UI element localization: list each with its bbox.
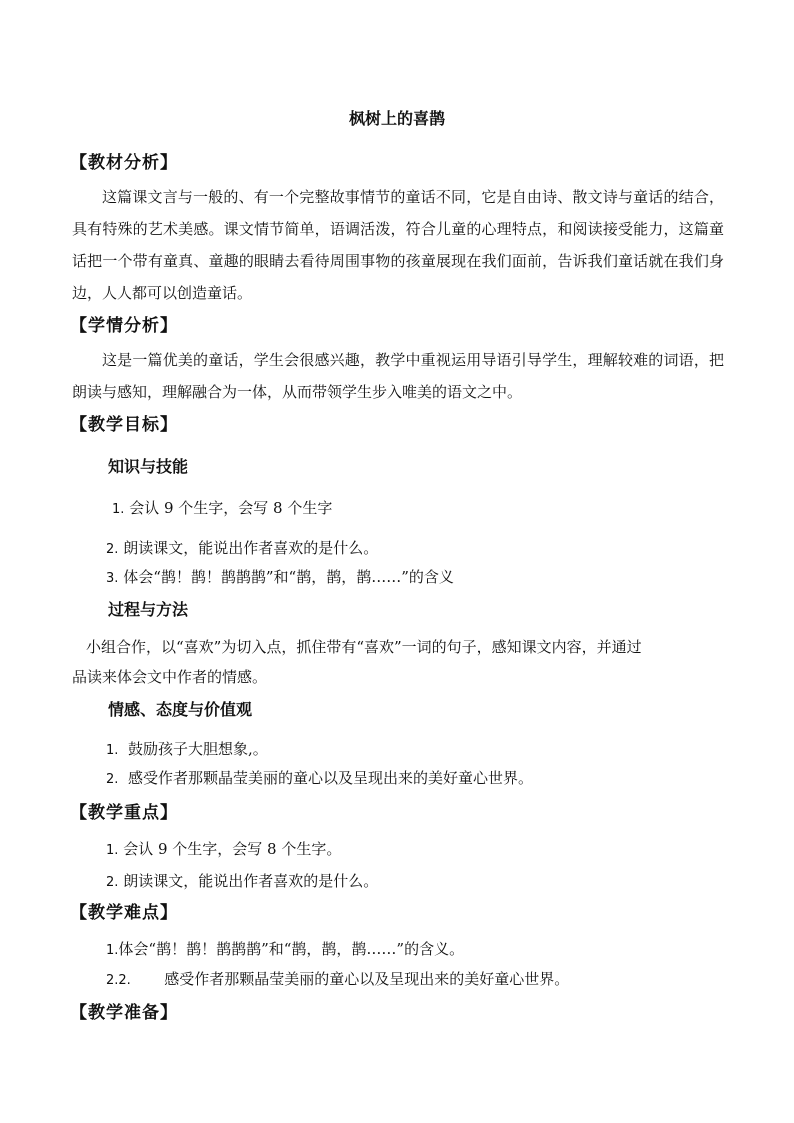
list-item-number: 2.2. bbox=[106, 973, 131, 988]
list-item bbox=[106, 537, 378, 558]
heading-key-points: 【教学重点】 bbox=[70, 803, 178, 823]
list-item bbox=[106, 838, 341, 859]
list-item-text: 会认 9 个生字，会写 8 个生字 bbox=[129, 499, 333, 517]
list-item bbox=[106, 870, 378, 891]
document-title: 枫树上的喜鹊 bbox=[348, 109, 445, 128]
subheading-process-methods: 过程与方法 bbox=[108, 600, 189, 619]
heading-student-analysis: 【学情分析】 bbox=[70, 316, 178, 336]
heading-teaching-goals: 【教学目标】 bbox=[70, 415, 178, 435]
list-item bbox=[106, 738, 268, 759]
list-item-number: 1. bbox=[106, 743, 119, 758]
process-text-line: 小组合作，以“喜欢”为切入点，抓住带有“喜欢”一词的句子，感知课文内容，并通过 bbox=[86, 638, 642, 656]
list-item-number: 2. bbox=[106, 542, 119, 557]
list-item-text: 朗读课文，能说出作者喜欢的是什么。 bbox=[123, 539, 379, 557]
list-item-number: 3. bbox=[106, 571, 119, 586]
list-item bbox=[106, 938, 464, 959]
subheading-emotion-values: 情感、态度与价值观 bbox=[108, 700, 253, 719]
list-item-number: 1. bbox=[106, 843, 119, 858]
subheading-knowledge-skills: 知识与技能 bbox=[108, 457, 189, 476]
heading-material-analysis: 【教材分析】 bbox=[70, 153, 178, 173]
process-text-line: 品读来体会文中作者的情感。 bbox=[72, 668, 268, 686]
list-item-text: 体会“鹊！鹊！鹊鹊鹊”和“鹊，鹊，鹊……”的含义。 bbox=[118, 940, 465, 958]
list-item-text: 感受作者那颗晶莹美丽的童心以及呈现出来的美好童心世界。 bbox=[127, 769, 533, 787]
list-item bbox=[106, 566, 454, 587]
list-item-text: 会认 9 个生字，会写 8 个生字。 bbox=[123, 840, 342, 858]
list-item-text: 感受作者那颗晶莹美丽的童心以及呈现出来的美好童心世界。 bbox=[164, 970, 570, 988]
material-analysis-paragraph: 这篇课文言与一般的、有一个完整故事情节的童话不同，它是自由诗、散文诗与童话的结合，具有特殊的艺术美感。课文情节简单，语调活泼，符合儿童的心理特点，和阅读接受能力，这篇童话把一个带有童真、童趣的眼睛去看待周围事物的孩童展现在我们面前，告诉我们童话就在我们身边，人人都可以创造童话。 bbox=[72, 188, 724, 302]
student-analysis-paragraph: 这是一篇优美的童话，学生会很感兴趣，教学中重视运用导语引导学生，理解较难的词语，把朗读与感知，理解融合为一体，从而带领学生步入唯美的语文之中。 bbox=[72, 351, 724, 401]
list-item-number: 1. bbox=[106, 943, 119, 958]
heading-difficulties: 【教学难点】 bbox=[70, 903, 178, 923]
list-item-number: 2. bbox=[106, 772, 119, 787]
list-item-number: 1. bbox=[112, 502, 125, 517]
list-item-text: 朗读课文，能说出作者喜欢的是什么。 bbox=[123, 872, 379, 890]
heading-preparation: 【教学准备】 bbox=[70, 1003, 178, 1023]
list-item-text: 鼓励孩子大胆想象,。 bbox=[127, 740, 268, 758]
list-item-text: 体会“鹊！鹊！鹊鹊鹊”和“鹊，鹊，鹊……”的含义 bbox=[123, 568, 454, 586]
list-item bbox=[106, 767, 533, 788]
list-item-number: 2. bbox=[106, 875, 119, 890]
list-item bbox=[106, 968, 569, 989]
list-item bbox=[112, 497, 332, 518]
